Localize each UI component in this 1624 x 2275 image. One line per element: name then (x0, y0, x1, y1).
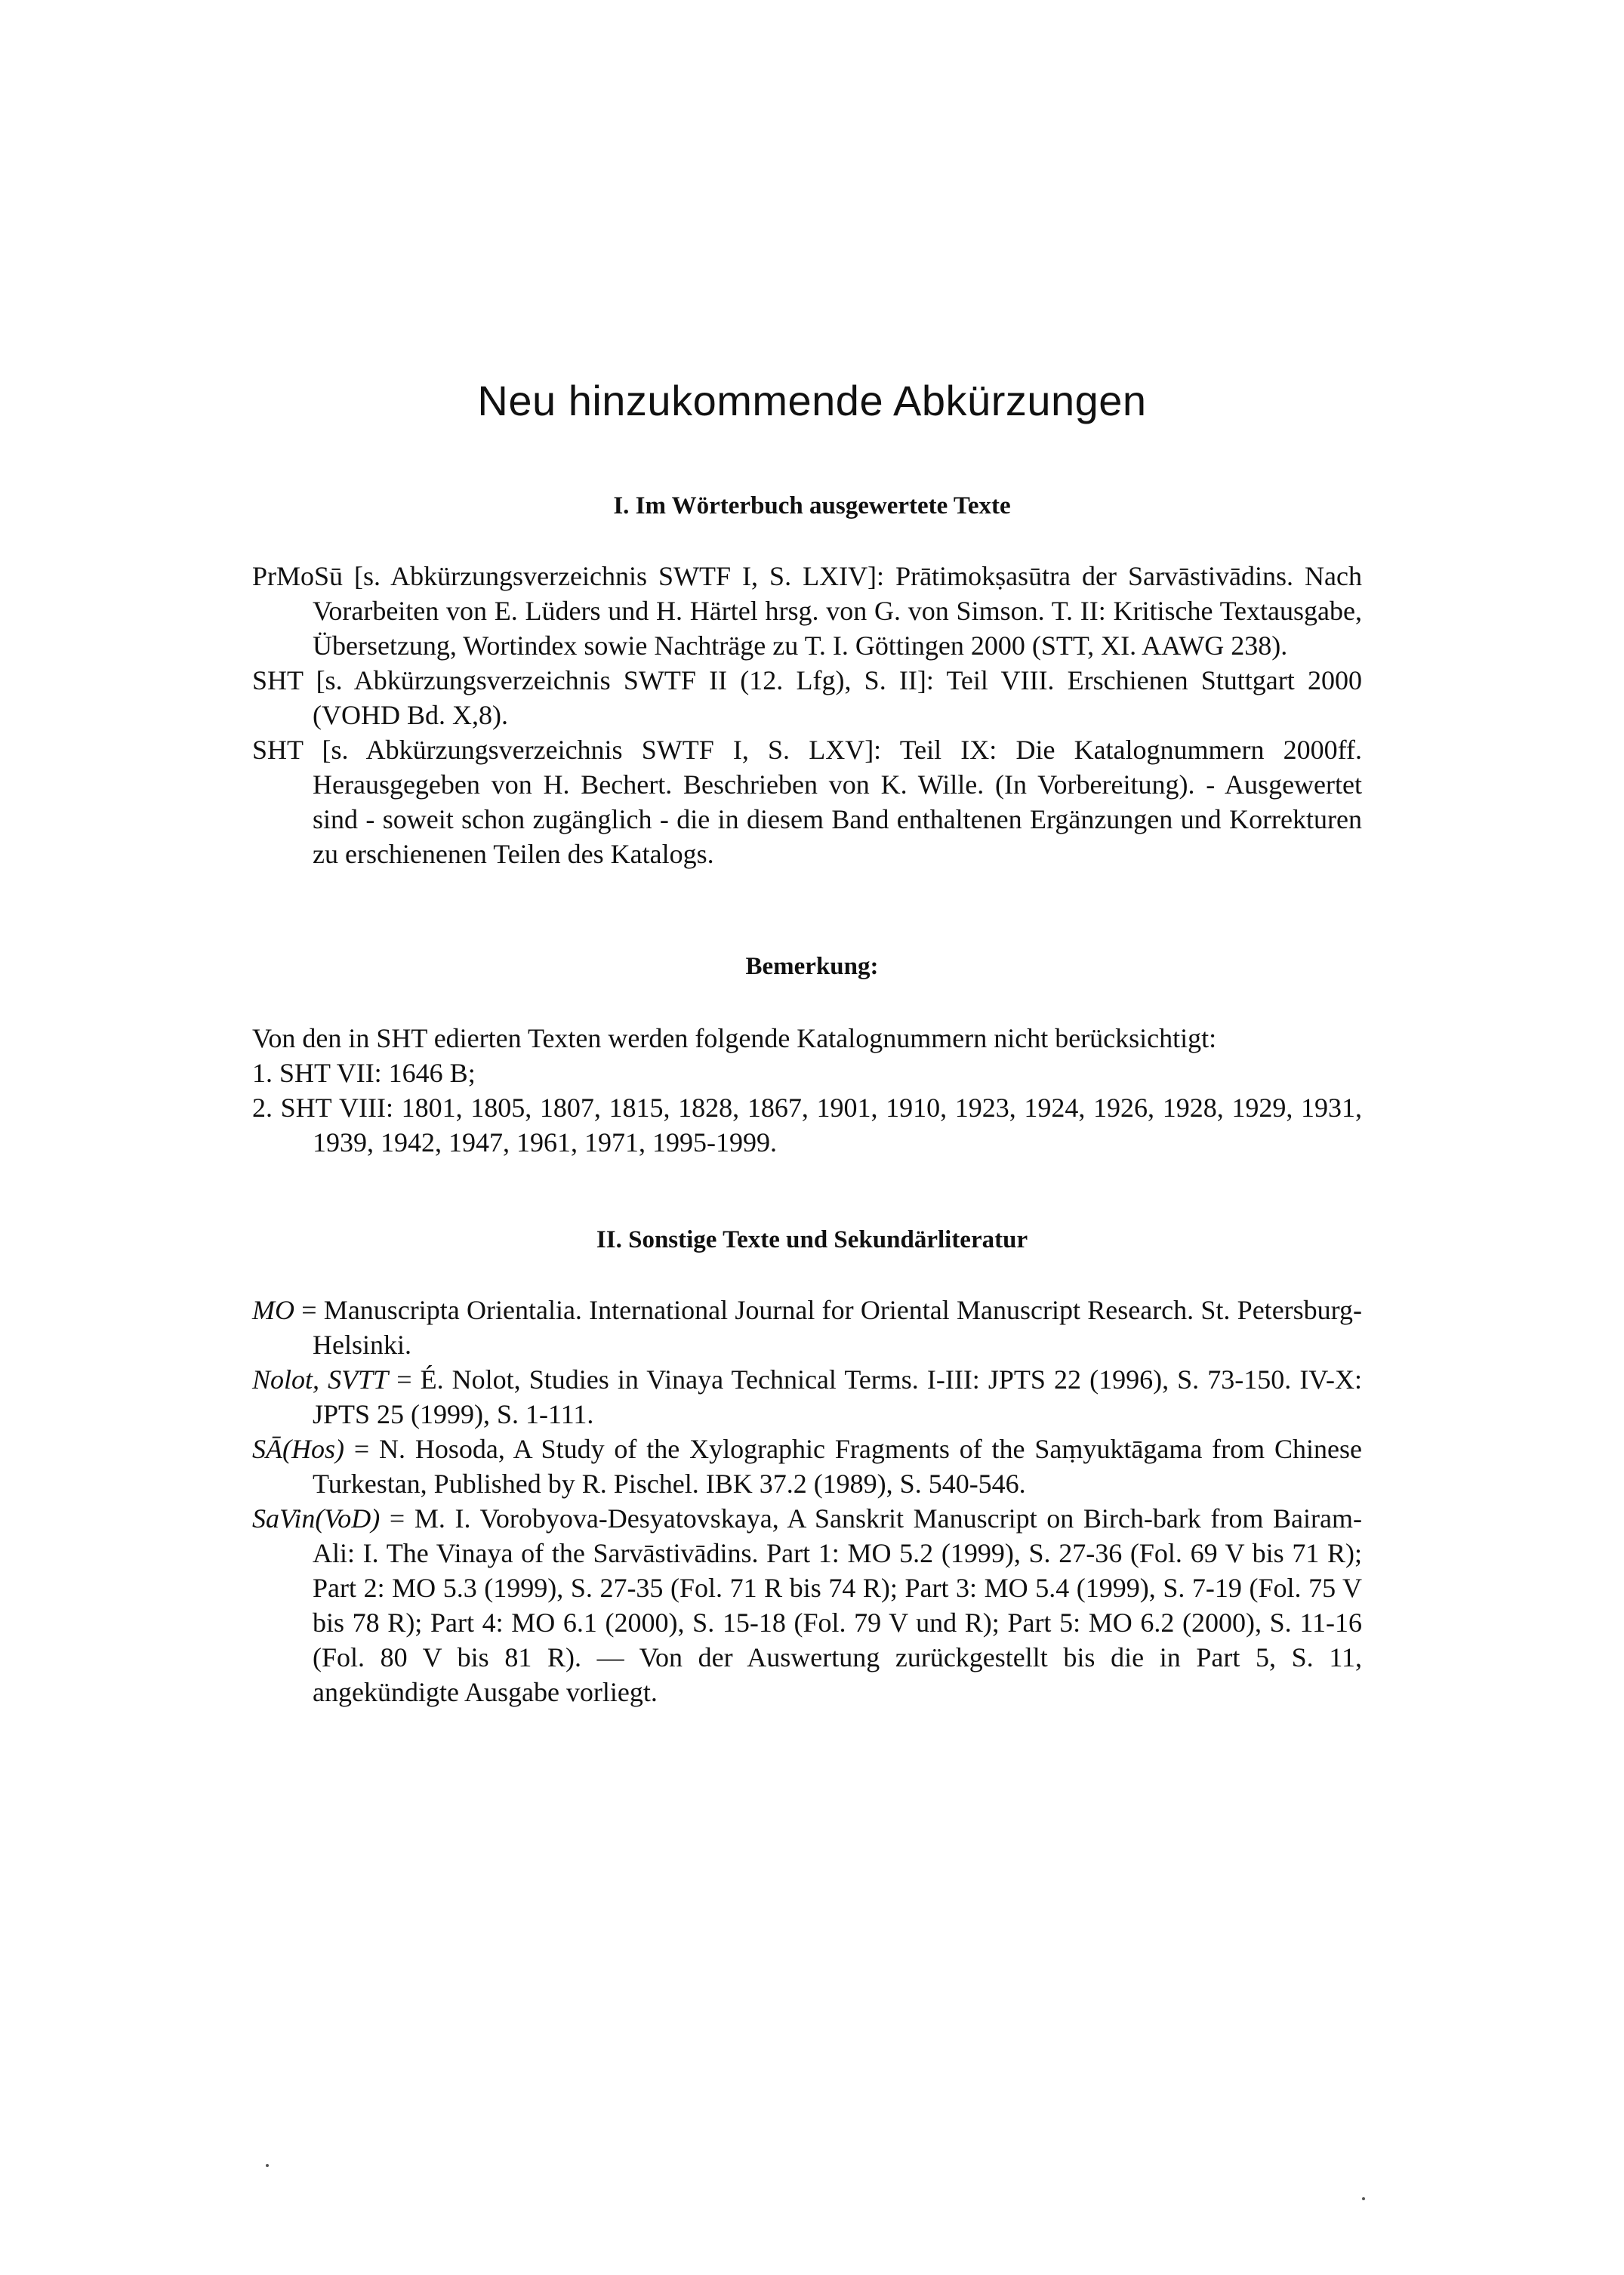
entry-nolot (252, 1362, 1362, 1432)
entry-prmosu: PrMoSū [s. Abkürzungsverzeichnis SWTF I, S. LXIV]: Prātimokṣasūtra der Sarvāstivādins. Nach Vorarbeiten von E. Lüders und H. Härtel hrsg. von G. von Simson. T. II: Kritische Textausgabe, Übersetzung, Wortindex sowie Nachträge zu T. I. Göttingen 2000 (STT, XI. AAWG 238). (252, 561, 1362, 661)
entry-mo (252, 1293, 1362, 1362)
section-heading-secondary: II. Sonstige Texte und Sekundärliteratur (596, 1226, 1028, 1253)
remark-block (252, 1021, 1362, 1160)
entry-sht-viii: SHT [s. Abkürzungsverzeichnis SWTF II (12. Lfg), S. II]: Teil VIII. Erschienen Stuttgart 2000 (VOHD Bd. X,8). (252, 665, 1362, 730)
entry-text: = É. Nolot, Studies in Vinaya Technical Terms. I-III: JPTS 22 (1996), S. 73-150. IV-X: JPTS 25 (1999), S. 1-111. (313, 1364, 1362, 1429)
section2-entries (252, 1293, 1362, 1709)
scan-speck (1362, 2197, 1365, 2200)
entry-abbreviation: SaVin(VoD) (252, 1503, 381, 1534)
section-heading-texts: I. Im Wörterbuch ausgewertete Texte (613, 492, 1011, 519)
entry-abbreviation: SĀ(Hos) (252, 1434, 344, 1464)
entry-abbreviation: MO (252, 1295, 294, 1325)
entry-abbreviation: Nolot, SVTT (252, 1364, 389, 1395)
entry-sht-ix: SHT [s. Abkürzungsverzeichnis SWTF I, S. LXV]: Teil IX: Die Katalognummern 2000ff. Herausgegeben von H. Bechert. Beschrieben von K. Wille. (In Vorbereitung). - Ausgewertet sind - soweit schon zugänglich - die in diesem Band enthaltenen Ergänzungen und Korrekturen zu erschienenen Teilen des Katalogs. (252, 735, 1362, 869)
entry-text: = M. I. Vorobyova-Desyatovskaya, A Sanskrit Manuscript on Birch-bark from Bairam-Ali: I. The Vinaya of the Sarvāstivādins. Part 1: MO 5.2 (1999), S. 27-36 (Fol. 69 V bis 71 R); Part 2: MO 5.3 (1999), S. 27-35 (Fol. 71 R bis 74 R); Part 3: MO 5.4 (1999), S. 7-19 (Fol. 75 V bis 78 R); Part 4: MO 6.1 (2000), S. 15-18 (Fol. 79 V und R); Part 5: MO 6.2 (2000), S. 11-16 (Fol. 80 V bis 81 R). — Von der Auswertung zurückgestellt bis die in Part 5, S. 11, angekündigte Ausgabe vorliegt. (313, 1503, 1362, 1707)
remark-heading: Bemerkung: (745, 953, 879, 980)
entry-text: = N. Hosoda, A Study of the Xylographic Fragments of the Saṃyuktāgama from Chinese Turkestan, Published by R. Pischel. IBK 37.2 (1989), S. 540-546. (313, 1434, 1362, 1499)
scan-speck (266, 2164, 269, 2167)
remark-intro: Von den in SHT edierten Texten werden folgende Katalognummern nicht berücksichtigt: (252, 1023, 1217, 1053)
section1-entries (252, 559, 1362, 871)
remark-item: 2. SHT VIII: 1801, 1805, 1807, 1815, 1828, 1867, 1901, 1910, 1923, 1924, 1926, 1928, 1929, 1931, 1939, 1942, 1947, 1961, 1971, 1995-1999. (252, 1093, 1362, 1158)
entry-sa-hos (252, 1432, 1362, 1501)
remark-item: 1. SHT VII: 1646 B; (252, 1058, 476, 1088)
page-title: Neu hinzukommende Abkürzungen (477, 377, 1147, 424)
entry-text: = Manuscripta Orientalia. International Journal for Oriental Manuscript Research. St. Petersburg-Helsinki. (294, 1295, 1362, 1360)
entry-savin (252, 1501, 1362, 1709)
